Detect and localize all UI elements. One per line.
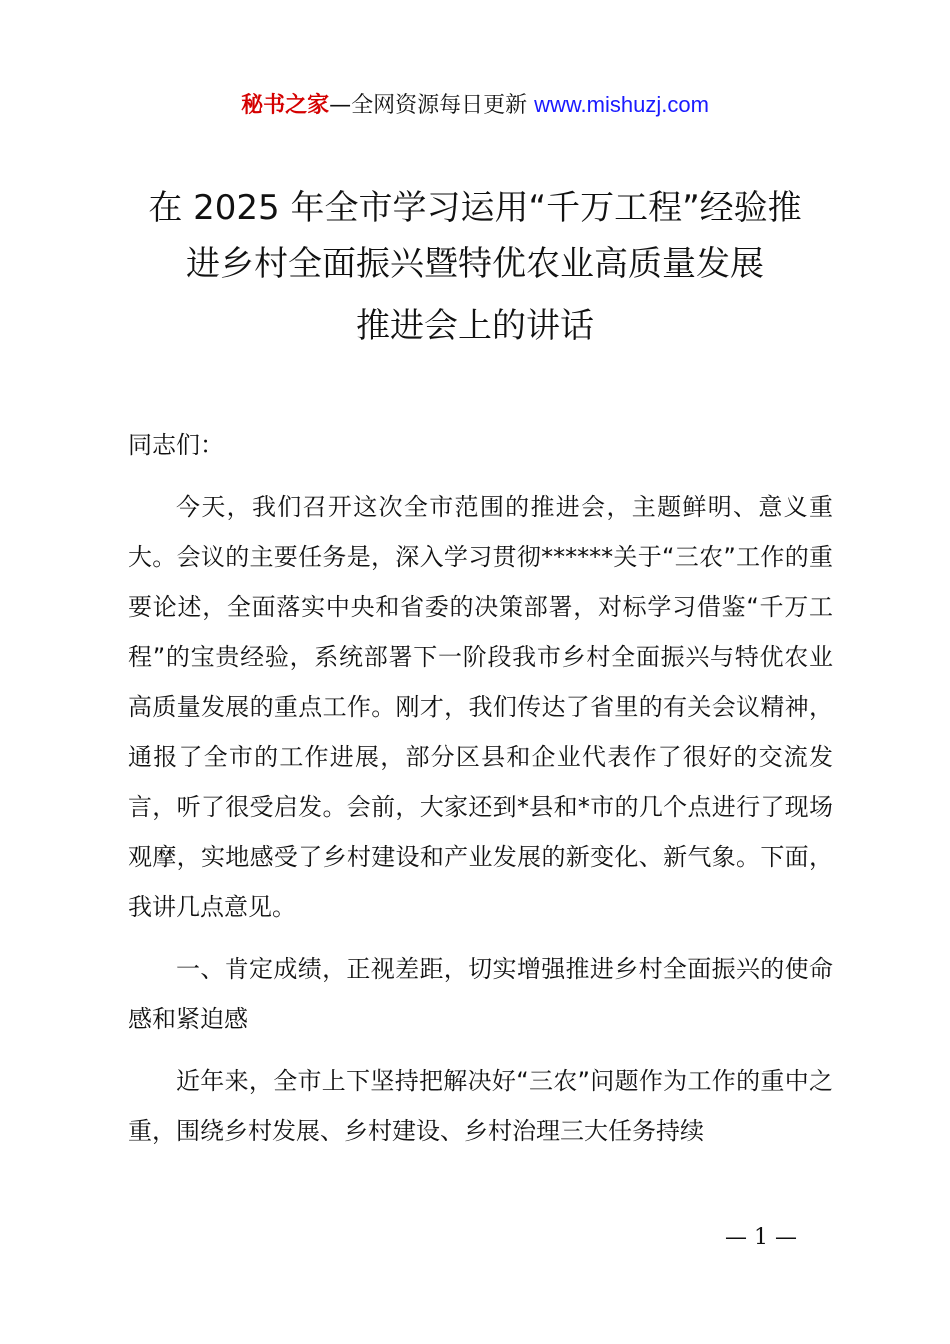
title-line-3: 推进会上的讲话 bbox=[356, 306, 594, 346]
document-body bbox=[128, 420, 833, 1156]
title-line-1: 在 2025 年全市学习运用“千万工程”经验推 bbox=[148, 188, 802, 228]
page-number: — 1 — bbox=[725, 1225, 797, 1250]
site-url-link[interactable]: www.mishuzj.com bbox=[534, 92, 709, 117]
intro-paragraph: 今天，我们召开这次全市范围的推进会，主题鲜明、意义重大。会议的主要任务是，深入学习贯彻******关于“三农”工作的重要论述，全面落实中央和省委的决策部署，对标学习借鉴“千万工程”的宝贵经验，系统部署下一阶段我市乡村全面振兴与特优农业高质量发展的重点工作。刚才，我们传达了省里的有关会议精神，通报了全市的工作进展，部分区县和企业代表作了很好的交流发言，听了很受启发。会前，大家还到*县和*市的几个点进行了现场观摩，实地感受了乡村建设和产业发展的新变化、新气象。下面，我讲几点意见。 bbox=[128, 493, 833, 921]
salutation: 同志们： bbox=[128, 431, 224, 459]
section-paragraph: 近年来，全市上下坚持把解决好“三农”问题作为工作的重中之重，围绕乡村发展、乡村建设、乡村治理三大任务持续 bbox=[128, 1067, 833, 1145]
header-tagline: —全网资源每日更新 bbox=[329, 93, 528, 118]
page-header bbox=[0, 88, 950, 123]
document-title bbox=[100, 180, 850, 354]
brand-name: 秘书之家 bbox=[241, 93, 330, 118]
title-line-2: 进乡村全面振兴暨特优农业高质量发展 bbox=[186, 244, 764, 284]
section-heading: 一、肯定成绩，正视差距，切实增强推进乡村全面振兴的使命感和紧迫感 bbox=[128, 955, 833, 1033]
